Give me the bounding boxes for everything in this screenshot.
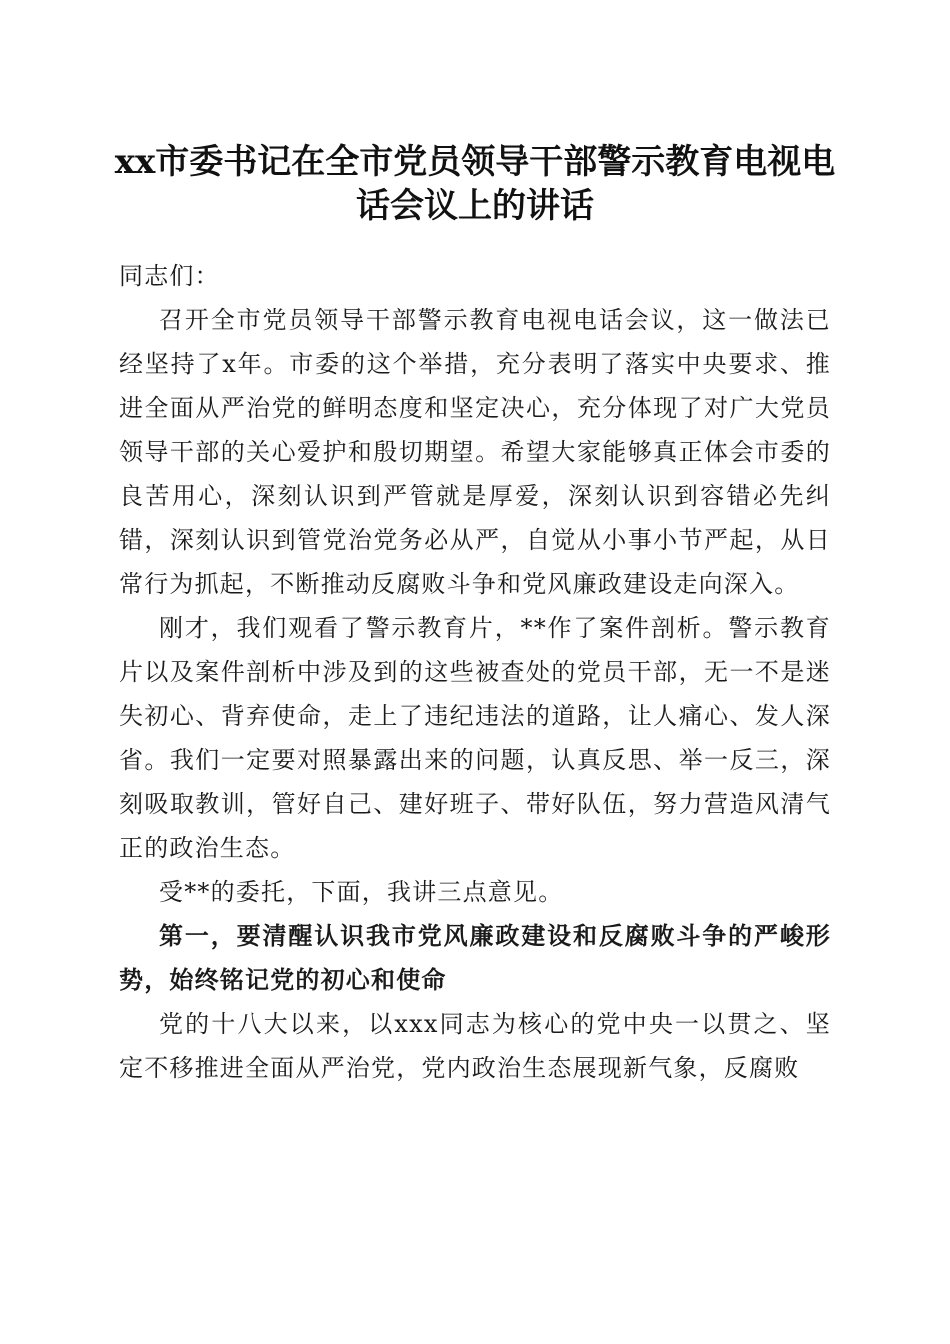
document-body	[119, 254, 831, 1090]
salutation: 同志们：	[119, 262, 220, 290]
paragraph-1: 召开全市党员领导干部警示教育电视电话会议，这一做法已经坚持了x年。市委的这个举措，充分表明了落实中央要求、推进全面从严治党的鲜明态度和坚定决心，充分体现了对广大党员领导干部的关心爱护和殷切期望。希望大家能够真正体会市委的良苦用心，深刻认识到严管就是厚爱，深刻认识到容错必先纠错，深刻认识到管党治党务必从严，自觉从小事小节严起，从日常行为抓起，不断推动反腐败斗争和党风廉政建设走向深入。	[119, 306, 831, 598]
section-heading-1: 第一，要清醒认识我市党风廉政建设和反腐败斗争的严峻形势，始终铭记党的初心和使命	[119, 921, 831, 994]
paragraph-3: 受**的委托，下面，我讲三点意见。	[159, 878, 564, 906]
paragraph-4: 党的十八大以来，以xxx同志为核心的党中央一以贯之、坚定不移推进全面从严治党，党内政治生态展现新气象，反腐败	[119, 1010, 831, 1082]
document-title: xx市委书记在全市党员领导干部警示教育电视电话会议上的讲话	[114, 142, 836, 226]
paragraph-2: 刚才，我们观看了警示教育片，**作了案件剖析。警示教育片以及案件剖析中涉及到的这些被查处的党员干部，无一不是迷失初心、背弃使命，走上了违纪违法的道路，让人痛心、发人深省。我们一定要对照暴露出来的问题，认真反思、举一反三，深刻吸取教训，管好自己、建好班子、带好队伍，努力营造风清气正的政治生态。	[119, 614, 831, 862]
